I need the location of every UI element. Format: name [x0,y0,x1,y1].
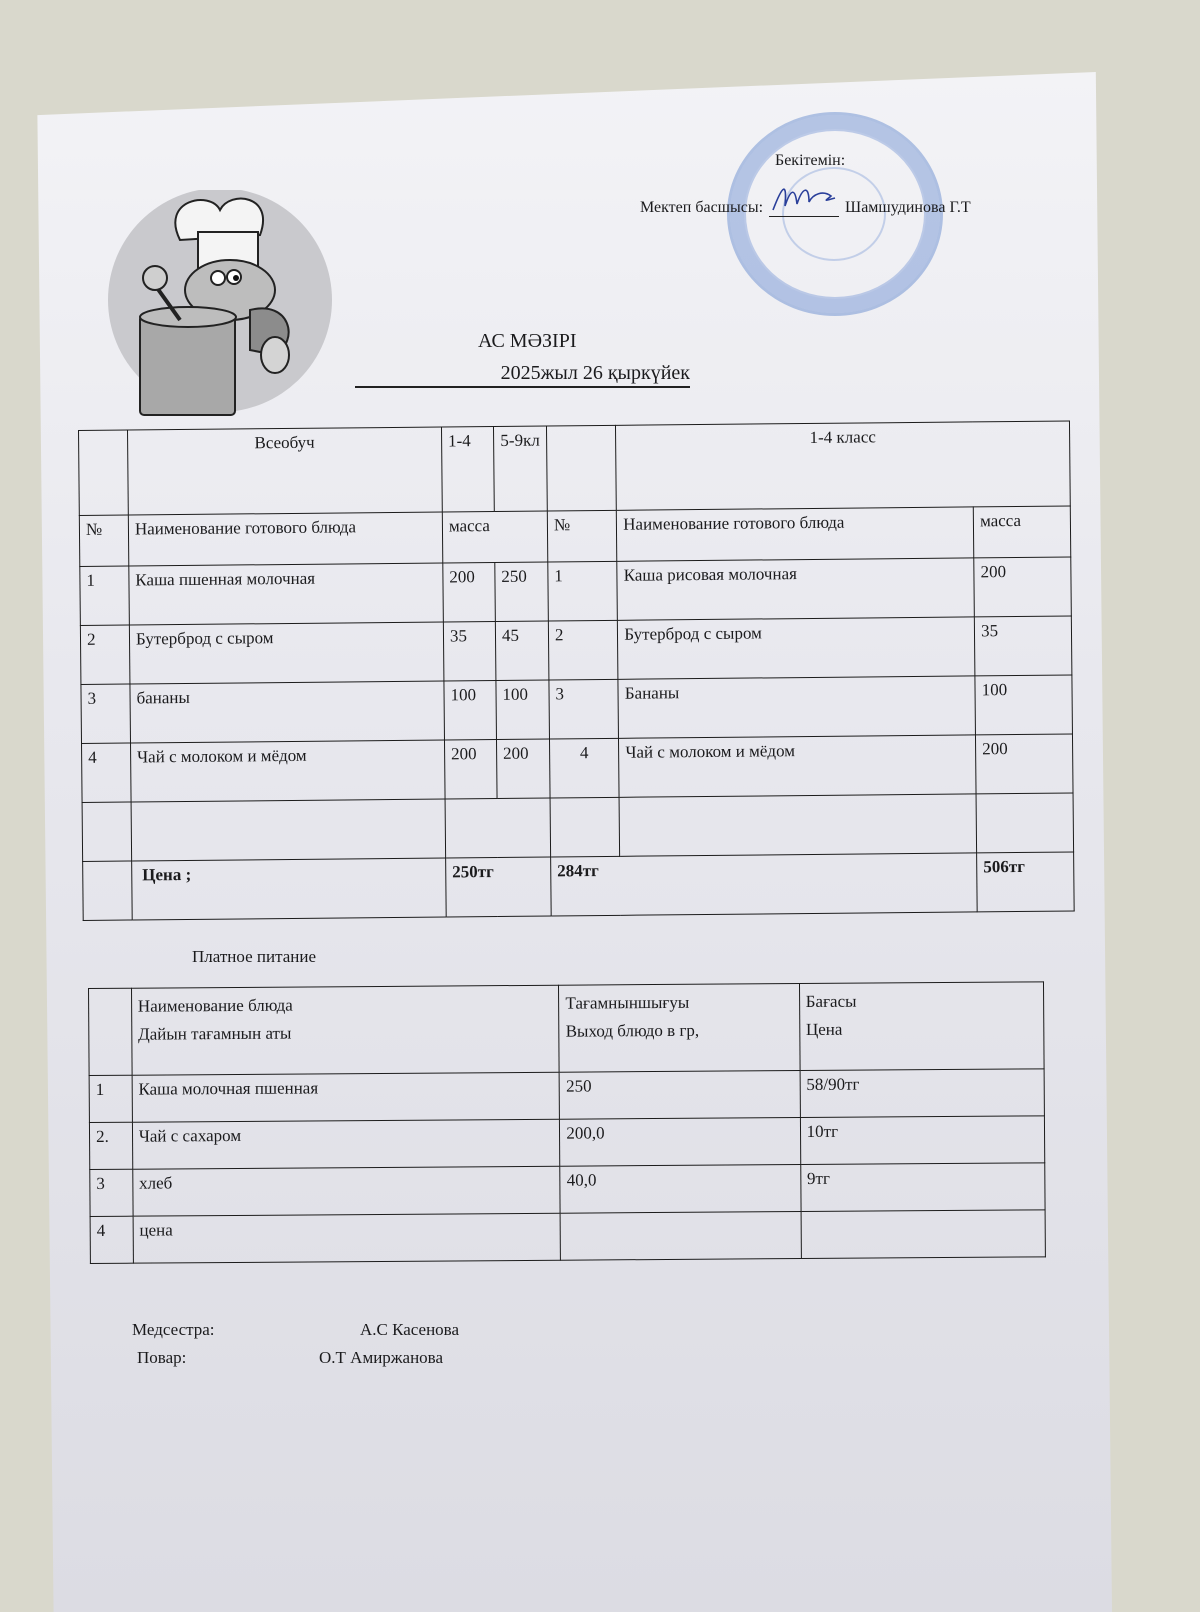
dish-name: Каша молочная пшенная [132,1072,560,1122]
dish-name: хлеб [133,1166,561,1216]
mass-1-4: 200 [444,739,497,798]
table-row [89,1116,1044,1170]
row-num-right: 3 [549,679,619,739]
dish-yield [560,1212,801,1261]
mass-right: 200 [974,557,1071,617]
price-1-4-class: 506тг [977,852,1074,912]
nurse-label: Медсестра: [132,1320,215,1339]
row-num: 2 [80,625,130,684]
row-num: 4 [82,743,132,802]
mass-right: 100 [975,675,1072,735]
table-row [89,1069,1044,1123]
group-header-row [79,421,1071,516]
row-num: 2. [89,1122,132,1169]
row-num: 3 [81,684,131,743]
row-num-right: 1 [548,561,618,621]
mass-1-4: 35 [443,622,496,681]
row-num-right: 4 [549,738,619,798]
dish-yield: 250 [559,1071,800,1120]
free-menu-table [78,420,1075,920]
empty-row [82,793,1074,862]
col-header-yield-ru: Выход блюдо в гр, [565,1020,700,1041]
col-header-price [799,982,1044,1071]
table-row [90,1163,1045,1217]
col-header-num-right: № [547,510,617,562]
cook-line [137,1348,444,1368]
principal-name: Шамшудинова Г.Т [845,199,971,216]
col-header-yield [559,984,800,1073]
group-label-1-4: 1-4 [441,427,494,512]
dish-name-right: Бутерброд с сыром [618,617,975,679]
table-row [81,675,1073,744]
row-num-right: 2 [548,620,618,680]
col-header-dish-kz: Дайын тағамнын аты [138,1023,292,1044]
col-header-name: Наименование готового блюда [128,512,442,566]
group-label-5-9: 5-9кл [493,426,547,512]
mass-1-4: 200 [443,563,496,622]
dish-name-right: Бананы [618,676,975,738]
signature [769,196,839,217]
nurse-name: А.С Касенова [360,1320,460,1339]
paid-menu-table [88,981,1046,1264]
table-row [82,734,1074,803]
row-num: 1 [89,1075,132,1122]
dish-name: Чай с молоком и мёдом [130,740,445,802]
table-row [80,616,1072,685]
approval-title: Бекітемін: [775,152,846,169]
col-header-mass-right: масса [973,506,1070,558]
signature-icon [769,180,839,214]
dish-name: цена [133,1213,561,1263]
dish-yield: 40,0 [560,1165,801,1214]
dish-price: 9тг [800,1163,1045,1212]
dish-price: 58/90тг [800,1069,1045,1118]
row-num: 1 [80,566,130,625]
cook-name: О.Т Амиржанова [319,1348,444,1367]
col-header-num: № [79,515,128,566]
mass-5-9: 200 [496,739,550,799]
dish-name: Чай с сахаром [132,1119,560,1169]
mass-right: 35 [974,616,1071,676]
row-num: 4 [90,1216,133,1263]
dish-yield: 200,0 [560,1118,801,1167]
mass-1-4: 100 [444,681,497,740]
table-row [80,557,1072,626]
approval-line [640,196,971,217]
row-num: 3 [90,1169,133,1216]
col-header-dish-ru: Наименование блюда [137,995,293,1016]
dish-name: Бутерброд с сыром [129,622,444,684]
chef-illustration-icon [100,190,340,420]
price-row [83,852,1075,921]
mass-5-9: 250 [495,562,549,622]
mass-right: 200 [976,734,1073,794]
table-row [90,1210,1045,1264]
group-label-1-4-class: 1-4 класс [616,421,1071,510]
dish-name-right: Чай с молоком и мёдом [619,735,976,797]
col-header-dish [131,985,559,1075]
col-header-name-right: Наименование готового блюда [617,507,974,561]
price-5-9: 284тг [551,853,978,916]
cook-label: Повар: [137,1348,187,1367]
price-1-4: 250тг [446,857,552,917]
paid-header-row [89,982,1045,1076]
dish-name-right: Каша рисовая молочная [617,558,974,620]
nurse-line [132,1320,460,1340]
approval-role-label: Мектеп басшысы: [640,199,764,216]
menu-date: 2025жыл 26 қыркүйек [355,362,690,388]
dish-name: бананы [130,681,445,743]
mass-5-9: 45 [495,621,549,681]
paid-meals-label: Платное питание [192,947,317,966]
dish-price: 10тг [800,1116,1045,1165]
page-title: АС МӘЗІРІ [478,330,577,352]
mass-5-9: 100 [496,680,550,740]
dish-name: Каша пшенная молочная [129,563,444,625]
col-header-price-kz: Бағасы [805,991,857,1011]
dish-price [801,1210,1046,1259]
col-header-mass: масса [442,511,547,563]
price-label: Цена ; [132,858,447,920]
col-header-yield-kz: Тағамныншығуы [565,992,690,1013]
group-label-vseobuch: Всеобуч [127,427,442,515]
col-header-price-ru: Цена [805,1019,843,1039]
